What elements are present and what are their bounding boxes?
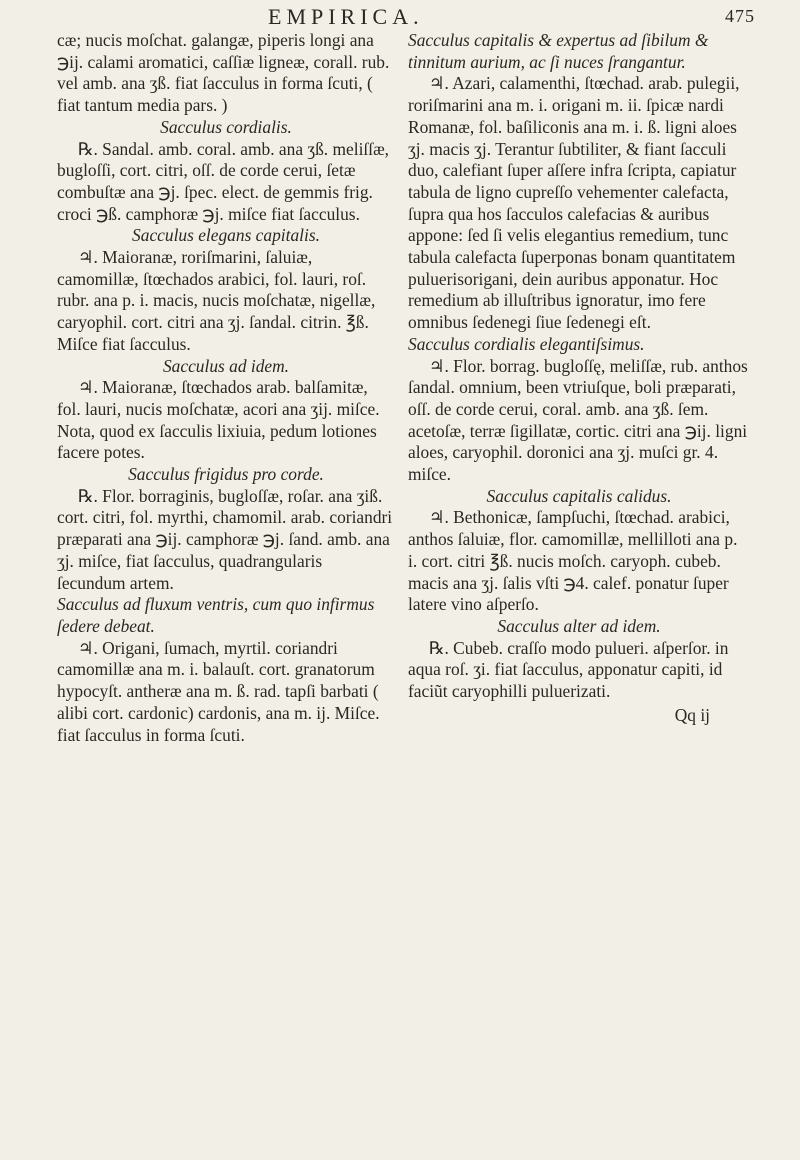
recipe-paragraph: ♃. Azari, calamenthi, ſtœchad. arab. pulegii, roriſmarini ana m. i. origani m. ii. ſpicæ nardi Romanæ, fol. baſiliconis ana m. i. ß. ligni aloes ʒj. macis ʒj. Terantur ſubtiliter, & fiant ſacculi duo, calefiant ſuper aſſere infra ſcripta, capiatur tabula de ligno cupreſſo vehementer calefacta, ſupra qua hos ſacculos calefacias & auribus appone: ſed ſi velis elegantius remedium, tunc tabula calefacta ſuperponas bonam quantitatem puluerisorigani, dein auribus apponatur. Hoc remedium ab illuſtribus ignoratur, imo fere omnibus ſedenegi ſiue ſedenegi eſt.: [408, 73, 740, 333]
recipe-paragraph: ♃. Flor. borrag. bugloſſę, meliſſæ, rub. anthos ſandal. omnium, been vtriuſque, boli præparati, oſſ. de corde cerui, coral. amb. ana ʒß. ſem. acetoſæ, terræ ſigillatæ, cortic. citri ana ℈ij. ligni aloes, caryophil. doronici ana ʒj. muſci gr. 4. miſce.: [408, 355, 748, 485]
page-header: [0, 4, 800, 30]
recipe-paragraph: ℞. Sandal. amb. coral. amb. ana ʒß. meliſſæ, bugloſſi, cort. citri, oſſ. de corde cerui, ſetæ combuſtæ ana ℈j. ſpec. elect. de gemmis frig. croci ℈ß. camphoræ ℈j. miſce fiat ſacculus.: [57, 138, 390, 224]
section-heading: Sacculus capitalis calidus.: [486, 485, 672, 506]
running-head: EMPIRICA.: [268, 4, 424, 29]
section-heading: Sacculus frigidus pro corde.: [128, 464, 324, 485]
recipe-paragraph: ♃. Bethonicæ, ſampſuchi, ſtœchad. arabici, anthos ſaluiæ, flor. camomillæ, mellilloti ana p. i. cort. citri ℥ß. nucis moſch. caryoph. cubeb. macis ana ʒj. ſalis vſti ℈4. calef. ponatur ſuper latere vino aſperſo.: [408, 507, 738, 615]
recipe-paragraph: ℞. Cubeb. craſſo modo pulueri. aſperſor. in aqua roſ. ʒi. fiat ſacculus, apponatur capiti, id faciũt caryophilli puluerizati.: [408, 637, 729, 702]
recipe-paragraph: ♃. Maioranæ, roriſmarini, ſaluiæ, camomillæ, ſtœchados arabici, fol. lauri, roſ. rubr. ana p. i. macis, nucis moſchatæ, nigellæ, caryophil. cort. citri ana ʒj. ſandal. citrin. ℥ß. Miſce fiat ſacculus.: [57, 247, 376, 354]
section-heading: Sacculus ad idem.: [162, 355, 290, 376]
right-column: [408, 30, 750, 727]
section-heading: Sacculus cordialis.: [160, 116, 292, 137]
section-heading: Sacculus elegans capitalis.: [132, 225, 320, 246]
section-heading: Sacculus capitalis & expertus ad ſibilum & tinnitum aurium, ac ſi nuces ſrangantur.: [408, 30, 709, 72]
section-heading: Sacculus ad fluxum ventris, cum quo infirmus ſedere debeat.: [57, 594, 375, 636]
section-heading: Sacculus alter ad idem.: [497, 615, 661, 636]
recipe-paragraph: ♃. Maioranæ, ſtœchados arab. balſamitæ, fol. lauri, nucis moſchatæ, acori ana ʒij. miſce. Nota, quod ex ſacculis lixiuia, pedum lotiones facere potes.: [57, 377, 380, 463]
recipe-paragraph: ℞. Flor. borraginis, bugloſſæ, roſar. ana ʒiß. cort. citri, fol. myrthi, chamomil. arab. coriandri præparati ana ℈ij. camphoræ ℈j. ſand. amb. ana ʒj. miſce, fiat ſacculus, quadrangularis ſecundum artem.: [57, 485, 393, 593]
signature-mark: Qq ij: [674, 704, 710, 725]
recipe-paragraph: ♃. Origani, ſumach, myrtil. coriandri camomillæ ana m. i. balauſt. cort. granatorum hypocyſt. antheræ ana m. ß. rad. tapſi barbati ( alibi cort. cardonic) cardonis, ana m. ij. Miſce. fiat ſacculus in forma ſcuti.: [57, 637, 380, 745]
left-column: [57, 30, 395, 746]
recipe-paragraph: cæ; nucis moſchat. galangæ, piperis longi ana ℈ij. calami aromatici, caſſiæ ligneæ, corall. rub. vel amb. ana ʒß. fiat ſacculus in forma ſcuti, ( fiat tantum media pars. ): [57, 30, 390, 116]
page-number: 475: [725, 6, 755, 26]
section-heading: Sacculus cordialis elegantiſsimus.: [408, 333, 645, 354]
